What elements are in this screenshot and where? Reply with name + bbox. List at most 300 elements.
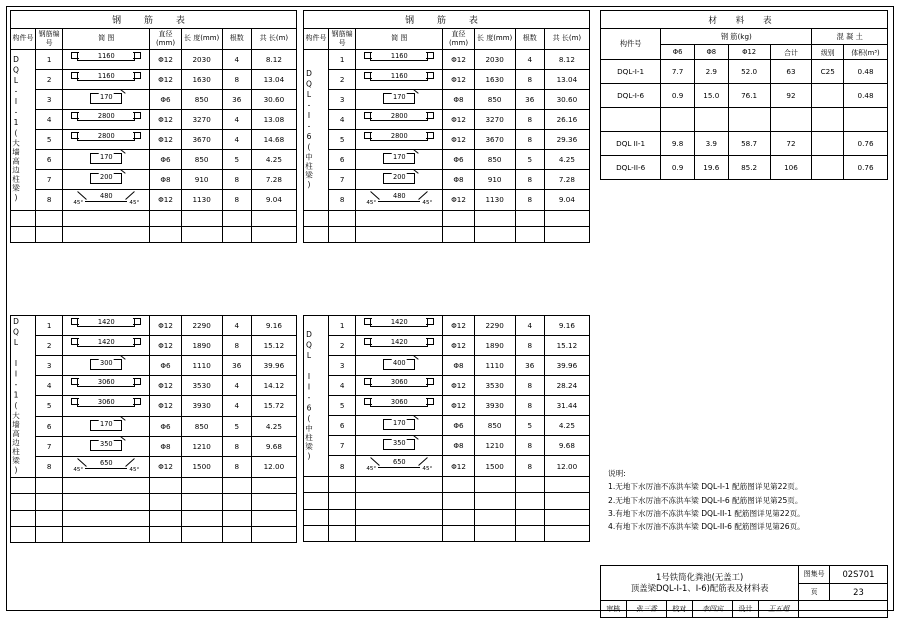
note-item: 3.有地下水厉油不冻洪车梁 DQL-II-1 配筋图详见第22页。 <box>608 508 805 518</box>
bar-len: 3530 <box>181 376 222 396</box>
hook-bar-glyph <box>69 191 143 207</box>
table-header-row <box>601 29 888 45</box>
bar-dia: Φ8 <box>150 169 181 189</box>
shape-angle-right: 45° <box>129 199 140 206</box>
bar-no: 5 <box>329 129 356 149</box>
table-row-empty <box>11 510 297 526</box>
page-label: 页 <box>799 583 830 601</box>
bar-shape <box>356 376 443 396</box>
bar-shape <box>356 336 443 356</box>
bar-no: 6 <box>329 149 356 169</box>
member-label-text: DQL II-6(中柱梁) <box>304 330 314 462</box>
shape-dim: 2800 <box>97 131 115 140</box>
notes-heading: 说明: <box>608 469 626 478</box>
bar-dia: Φ8 <box>443 436 474 456</box>
bar-shape <box>356 149 443 169</box>
stirrup-glyph <box>81 171 131 186</box>
bar-len: 1110 <box>474 356 515 376</box>
bar-shape <box>356 109 443 129</box>
sheet-title <box>601 566 799 601</box>
bar-len: 3670 <box>474 129 515 149</box>
bar-count: 4 <box>515 316 544 336</box>
concrete-volume: 0.76 <box>844 156 888 180</box>
bar-no: 7 <box>36 169 63 189</box>
rebar-glyph <box>362 131 436 146</box>
bar-dia: Φ12 <box>443 396 474 416</box>
bar-total: 39.96 <box>544 356 589 376</box>
table-row <box>11 416 297 436</box>
bar-count: 8 <box>515 456 544 477</box>
bar-total: 9.68 <box>251 436 296 456</box>
col-count: 根数 <box>515 29 544 50</box>
title-block-signature-row <box>601 601 888 618</box>
bar-no: 8 <box>36 189 63 210</box>
table-row <box>601 156 888 180</box>
bar-count: 4 <box>222 129 251 149</box>
table-title-row <box>304 11 590 29</box>
steel-d6 <box>661 108 695 132</box>
shape-angle-right: 45° <box>129 466 140 473</box>
designer-name: 王五超 <box>758 601 798 618</box>
table-header-row <box>11 29 297 50</box>
table-row <box>304 456 590 477</box>
rebar-glyph <box>69 131 143 146</box>
page-number: 23 <box>829 583 887 601</box>
bar-no: 3 <box>36 356 63 376</box>
col-shape: 简 图 <box>63 29 150 50</box>
rebar-glyph <box>362 51 436 66</box>
col-grade: 级别 <box>812 45 844 60</box>
table-row <box>304 169 590 189</box>
bar-total: 9.16 <box>251 316 296 336</box>
concrete-volume: 0.76 <box>844 132 888 156</box>
rebar-glyph <box>69 71 143 86</box>
bar-shape <box>63 69 150 89</box>
bar-no: 8 <box>329 456 356 477</box>
table-row <box>11 169 297 189</box>
bar-dia: Φ12 <box>443 376 474 396</box>
bar-count: 4 <box>222 396 251 416</box>
shape-dim: 1160 <box>390 51 408 60</box>
rebar-glyph <box>362 397 436 412</box>
bar-count: 5 <box>515 416 544 436</box>
bar-no: 4 <box>36 376 63 396</box>
table-row-empty <box>304 477 590 493</box>
bar-dia: Φ12 <box>443 109 474 129</box>
bar-dia: Φ12 <box>150 69 181 89</box>
bar-len: 1500 <box>181 456 222 477</box>
steel-d12: 52.0 <box>728 60 770 84</box>
bar-no: 4 <box>329 376 356 396</box>
table-row-empty <box>304 210 590 226</box>
table-row-empty <box>304 525 590 541</box>
col-len: 长 度(mm) <box>181 29 222 50</box>
steel-table-2 <box>303 10 590 243</box>
bar-count: 8 <box>515 336 544 356</box>
col-concrete: 混 凝 土 <box>812 29 888 45</box>
steel-sum: 92 <box>770 84 812 108</box>
bar-len: 1890 <box>474 336 515 356</box>
table-row-empty <box>11 478 297 494</box>
bar-count: 5 <box>222 149 251 169</box>
bar-total: 9.68 <box>544 436 589 456</box>
rebar-glyph <box>69 337 143 352</box>
material-table-title: 材 料 表 <box>601 11 888 29</box>
bar-shape <box>356 356 443 376</box>
steel-table-4 <box>303 315 590 542</box>
bar-count: 8 <box>222 189 251 210</box>
shape-dim: 3060 <box>97 378 115 387</box>
checker-label: 校对 <box>667 601 693 618</box>
bar-count: 8 <box>222 169 251 189</box>
title-block-table <box>600 565 888 618</box>
bar-shape <box>63 416 150 436</box>
stirrup-glyph <box>374 437 424 452</box>
bar-count: 5 <box>222 416 251 436</box>
bar-total: 9.16 <box>544 316 589 336</box>
member-label <box>304 316 329 477</box>
table-row <box>11 49 297 69</box>
bar-len: 3670 <box>181 129 222 149</box>
bar-shape <box>63 89 150 109</box>
table-row <box>11 436 297 456</box>
bar-shape <box>63 129 150 149</box>
stirrup-glyph <box>374 91 424 106</box>
bar-shape <box>63 396 150 416</box>
concrete-grade <box>812 132 844 156</box>
bar-total: 14.68 <box>251 129 296 149</box>
member-id: DQL-I-6 <box>601 84 661 108</box>
bar-total: 13.04 <box>544 69 589 89</box>
bar-len: 850 <box>474 416 515 436</box>
bar-total: 12.00 <box>544 456 589 477</box>
bar-dia: Φ12 <box>150 49 181 69</box>
steel-table <box>303 315 590 542</box>
shape-dim: 650 <box>393 458 406 466</box>
shape-dim: 1420 <box>390 338 408 346</box>
bar-count: 8 <box>515 109 544 129</box>
bar-no: 2 <box>329 336 356 356</box>
bar-count: 8 <box>515 436 544 456</box>
sheet-title-line1: 1号铁筒化粪池(无盖工) <box>656 571 744 582</box>
concrete-grade <box>812 108 844 132</box>
col-d12: Φ12 <box>728 45 770 60</box>
bar-shape <box>356 129 443 149</box>
bar-dia: Φ6 <box>150 416 181 436</box>
member-label <box>11 316 36 478</box>
title-block <box>600 565 888 618</box>
col-steel: 钢 筋(kg) <box>661 29 812 45</box>
rebar-glyph <box>362 111 436 126</box>
bar-total: 30.60 <box>251 89 296 109</box>
table-row <box>11 189 297 210</box>
bar-len: 850 <box>474 149 515 169</box>
shape-dim: 650 <box>100 458 113 467</box>
shape-dim: 200 <box>100 172 113 181</box>
shape-angle-right: 45° <box>422 466 433 472</box>
bar-count: 8 <box>515 69 544 89</box>
shape-dim: 1420 <box>390 318 408 326</box>
bar-no: 6 <box>329 416 356 436</box>
shape-dim: 170 <box>100 152 113 161</box>
shape-dim: 2800 <box>97 111 115 120</box>
bar-dia: Φ12 <box>150 336 181 356</box>
bar-total: 4.25 <box>544 416 589 436</box>
bar-len: 1210 <box>181 436 222 456</box>
bar-no: 1 <box>36 316 63 336</box>
bar-dia: Φ12 <box>150 316 181 336</box>
col-count: 根数 <box>222 29 251 50</box>
steel-sum <box>770 108 812 132</box>
bar-shape <box>63 436 150 456</box>
rebar-glyph <box>69 111 143 126</box>
bar-shape <box>356 316 443 336</box>
steel-table-3 <box>10 315 297 543</box>
bar-dia: Φ12 <box>443 189 474 210</box>
table-row <box>304 189 590 210</box>
shape-dim: 1160 <box>97 51 115 60</box>
bar-dia: Φ12 <box>443 49 474 69</box>
bar-len: 1630 <box>474 69 515 89</box>
table-row <box>11 69 297 89</box>
col-shape: 简 图 <box>356 29 443 50</box>
bar-total: 28.24 <box>544 376 589 396</box>
table-header-row <box>304 29 590 50</box>
bar-shape <box>63 316 150 336</box>
table-row <box>11 109 297 129</box>
concrete-volume <box>844 108 888 132</box>
bar-dia: Φ6 <box>150 89 181 109</box>
bar-count: 8 <box>515 129 544 149</box>
bar-len: 1130 <box>474 189 515 210</box>
rebar-glyph <box>69 397 143 412</box>
rebar-glyph <box>69 317 143 332</box>
shape-dim: 2800 <box>390 111 408 120</box>
table-row <box>601 60 888 84</box>
steel-d8 <box>694 108 728 132</box>
bar-dia: Φ12 <box>150 129 181 149</box>
bar-len: 3930 <box>181 396 222 416</box>
bar-dia: Φ6 <box>443 149 474 169</box>
shape-dim: 3060 <box>390 378 408 386</box>
bar-len: 2030 <box>181 49 222 69</box>
notes-block <box>608 468 886 534</box>
shape-dim: 1160 <box>390 71 408 80</box>
bar-len: 910 <box>181 169 222 189</box>
bar-len: 3270 <box>181 109 222 129</box>
bar-total: 13.04 <box>251 69 296 89</box>
bar-len: 2030 <box>474 49 515 69</box>
member-label-text: DQL II-1(大墙高边柱梁) <box>11 317 21 476</box>
bar-len: 850 <box>181 89 222 109</box>
bar-dia: Φ12 <box>150 396 181 416</box>
bar-no: 8 <box>329 189 356 210</box>
member-label-text: DQL-I-1(大墙高边柱梁) <box>11 55 21 204</box>
bar-count: 36 <box>515 356 544 376</box>
bar-shape <box>356 396 443 416</box>
col-volume: 体积(m³) <box>844 45 888 60</box>
bar-total: 7.28 <box>251 169 296 189</box>
bar-dia: Φ6 <box>443 416 474 436</box>
member-id: DQL II-1 <box>601 132 661 156</box>
shape-dim: 350 <box>100 439 113 448</box>
bar-len: 3530 <box>474 376 515 396</box>
title-block-main-row <box>601 566 888 584</box>
steel-d6: 0.9 <box>661 84 695 108</box>
table-row <box>304 316 590 336</box>
bar-dia: Φ6 <box>150 149 181 169</box>
col-d6: Φ6 <box>661 45 695 60</box>
bar-total: 8.12 <box>251 49 296 69</box>
table-title-row <box>601 11 888 29</box>
bar-dia: Φ12 <box>443 336 474 356</box>
bar-len: 3930 <box>474 396 515 416</box>
col-len: 长 度(mm) <box>474 29 515 50</box>
bar-shape <box>63 456 150 477</box>
rebar-glyph <box>69 51 143 66</box>
table-row-empty <box>11 226 297 242</box>
bar-count: 8 <box>515 376 544 396</box>
material-table <box>600 10 888 180</box>
shape-angle-right: 45° <box>422 199 433 206</box>
bar-shape <box>356 89 443 109</box>
bar-shape <box>356 49 443 69</box>
shape-dim: 170 <box>100 92 113 101</box>
designer-label: 设计 <box>733 601 759 618</box>
bar-no: 2 <box>36 336 63 356</box>
bar-no: 6 <box>36 416 63 436</box>
table-row <box>11 89 297 109</box>
bar-count: 36 <box>515 89 544 109</box>
bar-count: 4 <box>222 376 251 396</box>
table-row <box>11 396 297 416</box>
bar-shape <box>63 49 150 69</box>
bar-count: 8 <box>222 436 251 456</box>
bar-len: 3270 <box>474 109 515 129</box>
member-id <box>601 108 661 132</box>
bar-dia: Φ12 <box>150 189 181 210</box>
member-label <box>11 49 36 210</box>
shape-angle-left: 45° <box>366 466 377 472</box>
bar-count: 36 <box>222 89 251 109</box>
steel-d8: 15.0 <box>694 84 728 108</box>
bar-total: 8.12 <box>544 49 589 69</box>
bar-count: 4 <box>515 49 544 69</box>
bar-dia: Φ8 <box>443 356 474 376</box>
table-row-empty <box>11 494 297 510</box>
bar-total: 29.36 <box>544 129 589 149</box>
shape-dim: 300 <box>100 359 113 368</box>
table-row <box>304 149 590 169</box>
col-d8: Φ8 <box>694 45 728 60</box>
bar-no: 5 <box>36 129 63 149</box>
member-label <box>304 49 329 210</box>
bar-len: 1630 <box>181 69 222 89</box>
bar-total: 4.25 <box>251 149 296 169</box>
table-row <box>304 376 590 396</box>
concrete-grade <box>812 156 844 180</box>
col-barno: 钢筋编号 <box>329 29 356 50</box>
hook-bar-glyph <box>362 191 436 207</box>
col-member: 构件号 <box>601 29 661 60</box>
table-row <box>601 84 888 108</box>
bar-total: 9.04 <box>544 189 589 210</box>
hook-bar-glyph <box>362 457 436 473</box>
bar-no: 6 <box>36 149 63 169</box>
table-row <box>304 49 590 69</box>
bar-total: 4.25 <box>544 149 589 169</box>
bar-total: 15.72 <box>251 396 296 416</box>
bar-no: 3 <box>329 89 356 109</box>
table-row-empty <box>601 108 888 132</box>
bar-total: 7.28 <box>544 169 589 189</box>
table-row <box>11 129 297 149</box>
bar-len: 1500 <box>474 456 515 477</box>
bar-len: 850 <box>474 89 515 109</box>
member-id: DQL-II-6 <box>601 156 661 180</box>
bar-total: 31.44 <box>544 396 589 416</box>
bar-shape <box>356 169 443 189</box>
rebar-glyph <box>362 377 436 392</box>
steel-sum: 63 <box>770 60 812 84</box>
bar-no: 5 <box>329 396 356 416</box>
bar-total: 4.25 <box>251 416 296 436</box>
steel-d12: 58.7 <box>728 132 770 156</box>
table-row <box>11 356 297 376</box>
bar-count: 8 <box>222 336 251 356</box>
material-table-wrap <box>600 10 888 180</box>
steel-d12: 76.1 <box>728 84 770 108</box>
table-row <box>11 456 297 477</box>
bar-dia: Φ12 <box>443 69 474 89</box>
stirrup-glyph <box>81 91 131 106</box>
table-row <box>304 336 590 356</box>
bar-shape <box>63 189 150 210</box>
shape-dim: 3060 <box>390 398 408 406</box>
bar-len: 1110 <box>181 356 222 376</box>
shape-dim: 3060 <box>97 398 115 407</box>
bar-len: 1210 <box>474 436 515 456</box>
shape-dim: 1420 <box>97 338 115 347</box>
bar-count: 8 <box>222 456 251 477</box>
table-row <box>11 149 297 169</box>
rebar-glyph <box>362 71 436 86</box>
table-row-empty <box>11 210 297 226</box>
col-total: 共 长(m) <box>544 29 589 50</box>
bar-total: 39.96 <box>251 356 296 376</box>
checker-name: 李四宾 <box>692 601 732 618</box>
shape-dim: 400 <box>393 359 406 367</box>
bar-no: 2 <box>36 69 63 89</box>
table-row <box>304 356 590 376</box>
bar-no: 5 <box>36 396 63 416</box>
steel-sum: 106 <box>770 156 812 180</box>
bar-total: 15.12 <box>251 336 296 356</box>
bar-count: 8 <box>515 396 544 416</box>
bar-count: 4 <box>222 316 251 336</box>
shape-dim: 480 <box>393 191 406 200</box>
bar-no: 3 <box>36 89 63 109</box>
bar-dia: Φ6 <box>150 356 181 376</box>
shape-dim: 2800 <box>390 131 408 140</box>
bar-count: 36 <box>222 356 251 376</box>
shape-dim: 170 <box>393 152 406 161</box>
bar-no: 2 <box>329 69 356 89</box>
stirrup-glyph <box>81 418 131 433</box>
shape-dim: 170 <box>393 92 406 101</box>
note-item: 1.无地下水厉油不冻洪车梁 DQL-I-1 配筋图详见第22页。 <box>608 482 803 492</box>
bar-len: 1890 <box>181 336 222 356</box>
